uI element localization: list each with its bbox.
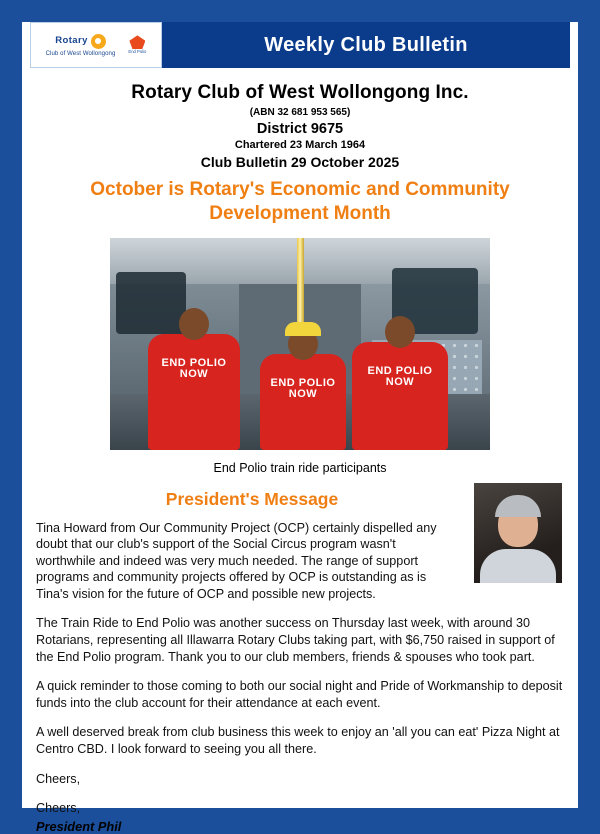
photo-person-3 — [352, 316, 448, 450]
message-paragraph: A well deserved break from club business this week to enjoy an 'all you can eat' Pizza Night at Centro CBD. I look forward to seeing you all there. — [36, 725, 560, 757]
chartered-date: Chartered 23 March 1964 — [234, 139, 366, 151]
message-closing-second: Cheers, — [36, 801, 81, 816]
club-logo — [30, 22, 162, 68]
photo-person-1-head — [179, 308, 209, 340]
photo-person-2-shirt-text: END POLIO NOW — [270, 376, 336, 400]
photo-person-2-shirt — [260, 354, 346, 450]
message-paragraph: Tina Howard from Our Community Project (OCP) certainly dispelled any doubt that our club's support of the Social Circus program wasn't worthwhile and indeed was very much needed. The range of support programs and community projects offered by OCP is outstanding as is Tina's vision for the future of OCP and possible new projects. — [36, 520, 437, 601]
president-portrait — [474, 483, 562, 583]
club-logo-subtitle: Club of West Wollongong — [45, 50, 116, 57]
rotary-wheel-icon — [91, 34, 106, 49]
presidents-message-title: President's Message — [165, 488, 339, 509]
photo-person-3-shirt-text: END POLIO NOW — [367, 364, 433, 388]
message-paragraph: The Train Ride to End Polio was another success on Thursday last week, with around 30 Rotarians, representing all Illawarra Rotary Clubs taking part, with $6,750 raised in support of the End Polio program. Thank you to our club members, friends & spouses who took part. — [36, 616, 555, 664]
photo-block — [22, 238, 578, 475]
photo-person-2-cap — [285, 322, 321, 336]
photo-person-3-head — [385, 316, 415, 348]
bulletin-sheet — [22, 22, 578, 834]
photo-person-2-head — [288, 328, 318, 360]
page-title: Weekly Club Bulletin — [162, 22, 570, 68]
month-theme: October is Rotary's Economic and Community Development Month — [90, 179, 510, 224]
club-name: Rotary Club of West Wollongong Inc. — [131, 82, 469, 103]
photo-person-1-shirt-text: END POLIO NOW — [161, 356, 227, 380]
end-polio-logo-label: End Polio — [128, 49, 147, 55]
club-abn: (ABN 32 681 953 565) — [249, 107, 351, 118]
district-number: District 9675 — [256, 121, 344, 137]
rotary-wordmark: Rotary — [55, 35, 88, 47]
president-signature: President Phil — [36, 818, 122, 834]
bulletin-header — [30, 22, 570, 68]
end-polio-icon — [129, 35, 145, 49]
photo-person-2 — [260, 328, 346, 450]
photo-person-3-shirt — [352, 342, 448, 450]
portrait-shirt — [480, 549, 556, 583]
presidents-message-body-rest — [36, 615, 564, 833]
end-polio-logo — [128, 35, 146, 54]
masthead — [22, 82, 578, 226]
bulletin-date: Club Bulletin 29 October 2025 — [200, 154, 400, 170]
message-closing-first: Cheers, — [36, 771, 81, 786]
train-ride-photo — [110, 238, 490, 450]
presidents-message-section — [22, 489, 578, 834]
photo-caption: End Polio train ride participants — [213, 460, 387, 475]
photo-person-1 — [148, 308, 240, 450]
photo-person-1-shirt — [148, 334, 240, 450]
message-paragraph: A quick reminder to those coming to both our social night and Pride of Workmanship to deposit funds into the club account for their attendance at each event. — [36, 679, 563, 710]
